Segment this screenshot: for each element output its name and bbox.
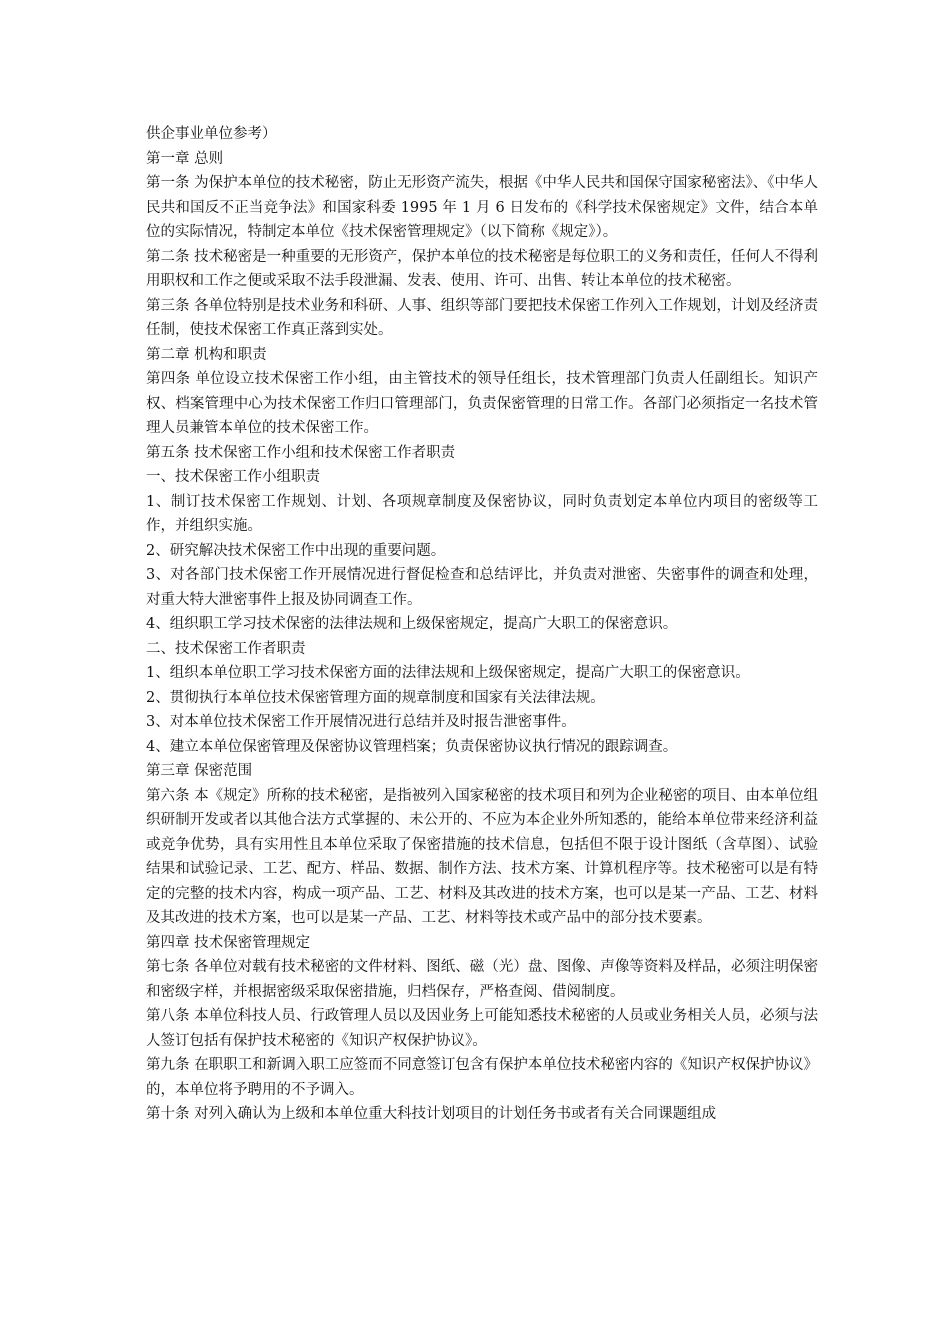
chapter-3-heading: 第三章 保密范围 xyxy=(146,763,253,779)
list-item: 2、贯彻执行本单位技术保密管理方面的规章制度和国家有关法律法规。 xyxy=(146,689,605,706)
article-8: 第八条 本单位科技人员、行政管理人员以及因业务上可能知悉技术秘密的人员或业务相关人员，必须与法人签订包括有保护技术秘密的《知识产权保护协议》。 xyxy=(146,1008,818,1049)
list-item: 4、建立本单位保密管理及保密协议管理档案；负责保密协议执行情况的跟踪调查。 xyxy=(146,738,678,755)
article-3: 第三条 各单位特别是技术业务和科研、人事、组织等部门要把技术保密工作列入工作规划，计划及经济责任制，使技术保密工作真正落到实处。 xyxy=(146,297,818,338)
article-2: 第二条 技术秘密是一种重要的无形资产，保护本单位的技术秘密是每位职工的义务和责任，任何人不得利用职权和工作之便或采取不法手段泄漏、发表、使用、许可、出售、转让本单位的技术秘密。 xyxy=(146,248,818,289)
list-item: 4、组织职工学习技术保密的法律法规和上级保密规定，提高广大职工的保密意识。 xyxy=(146,616,678,632)
article-7: 第七条 各单位对载有技术秘密的文件材料、图纸、磁（光）盘、图像、声像等资料及样品，必须注明保密和密级字样，并根据密级采取保密措施，归档保存，严格查阅、借阅制度。 xyxy=(146,959,818,1000)
article-5: 第五条 技术保密工作小组和技术保密工作者职责 xyxy=(146,444,456,461)
paragraph-intro-fragment: 供企事业单位参考） xyxy=(146,126,277,142)
chapter-1-heading: 第一章 总则 xyxy=(146,150,224,167)
article-6: 第六条 本《规定》所称的技术秘密，是指被列入国家秘密的技术项目和列为企业秘密的项目、由本单位组织研制开发或者以其他合法方式掌握的、未公开的、不应为本企业外所知悉的，能给本单位带来经济利益或竞争优势，具有实用性且本单位采取了保密措施的技术信息，包括但不限于设计图纸（含草图）、试验结果和试验记录、工艺、配方、样品、数据、制作方法、技术方案、计算机程序等。技术秘密可以是有特定的完整的技术内容，构成一项产品、工艺、材料及其改进的技术方案，也可以是某一产品、工艺、材料及其改进的技术方案，也可以是某一产品、工艺、材料等技术或产品中的部分技术要素。 xyxy=(146,787,818,926)
section-group-duties: 一、技术保密工作小组职责 xyxy=(146,469,320,485)
list-item: 3、对各部门技术保密工作开展情况进行督促检查和总结评比，并负责对泄密、失密事件的调查和处理，对重大特大泄密事件上报及协同调查工作。 xyxy=(146,567,818,608)
list-item: 2、研究解决技术保密工作中出现的重要问题。 xyxy=(146,542,446,559)
article-4: 第四条 单位设立技术保密工作小组，由主管技术的领导任组长，技术管理部门负责人任副组长。知识产权、档案管理中心为技术保密工作归口管理部门，负责保密管理的日常工作。各部门必须指定一名技术管理人员兼管本单位的技术保密工作。 xyxy=(146,371,818,436)
article-9: 第九条 在职职工和新调入职工应签而不同意签订包含有保护本单位技术秘密内容的《知识产权保护协议》的，本单位将予聘用的不予调入。 xyxy=(146,1057,818,1098)
list-item: 3、对本单位技术保密工作开展情况进行总结并及时报告泄密事件。 xyxy=(146,714,576,730)
list-item: 1、制订技术保密工作规划、计划、各项规章制度及保密协议，同时负责划定本单位内项目的密级等工作，并组织实施。 xyxy=(146,493,818,534)
chapter-4-heading: 第四章 技术保密管理规定 xyxy=(146,934,311,951)
section-worker-duties: 二、技术保密工作者职责 xyxy=(146,640,306,657)
article-10: 第十条 对列入确认为上级和本单位重大科技计划项目的计划任务书或者有关合同课题组成 xyxy=(146,1106,717,1122)
list-item: 1、组织本单位职工学习技术保密方面的法律法规和上级保密规定，提高广大职工的保密意识。 xyxy=(146,665,750,681)
article-1: 第一条 为保护本单位的技术秘密，防止无形资产流失，根据《中华人民共和国保守国家秘密法》、《中华人民共和国反不正当竞争法》和国家科委 1995 年 1 月 6 日发布的《科学技术保密规定》文件，结合本单位的实际情况，特制定本单位《技术保密管理规定》（以下简称《规定》）。 xyxy=(146,175,818,240)
document-body xyxy=(146,122,818,1127)
chapter-2-heading: 第二章 机构和职责 xyxy=(146,346,267,363)
